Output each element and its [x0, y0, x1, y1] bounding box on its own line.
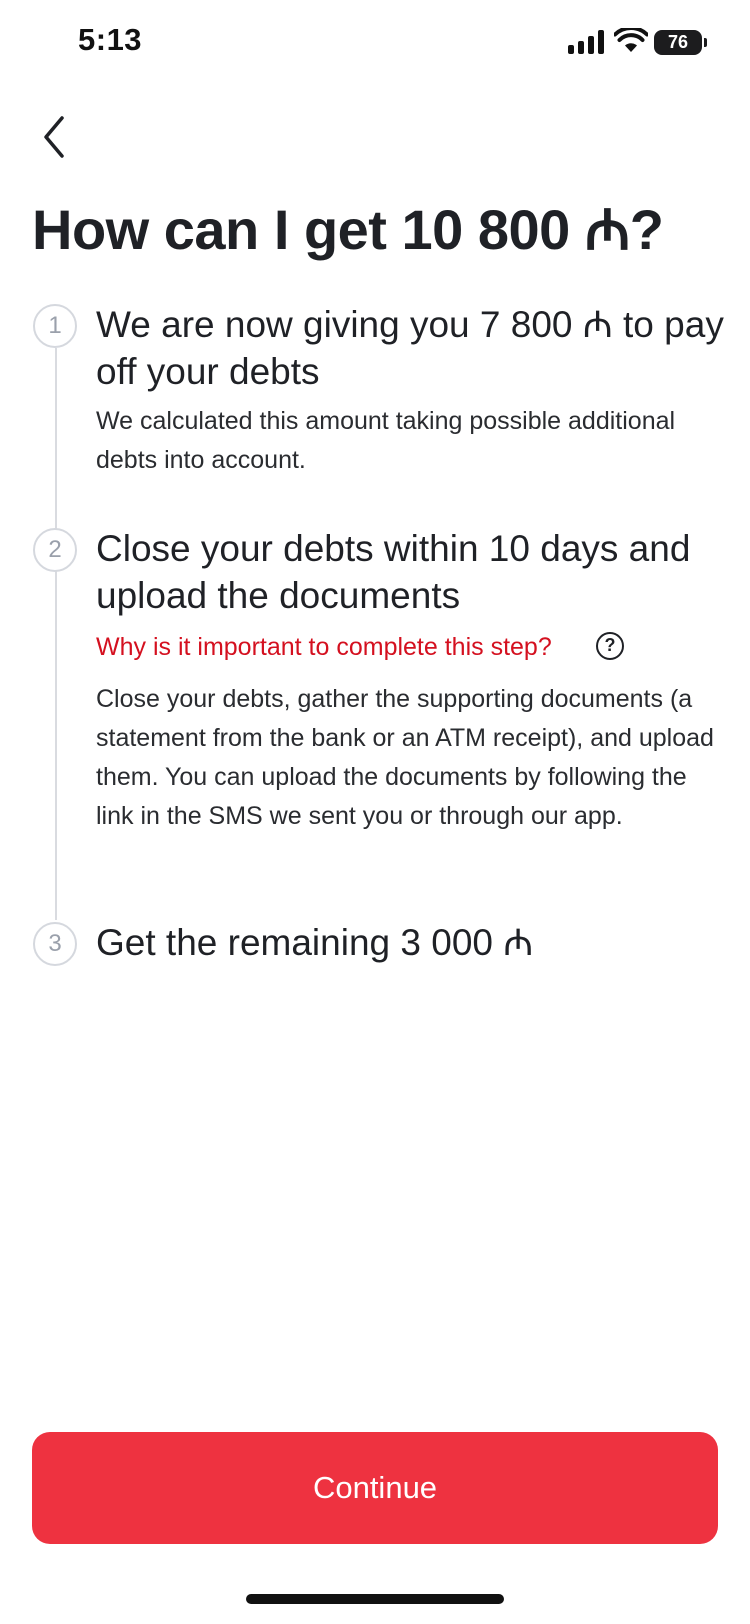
chevron-left-icon: [36, 112, 76, 162]
step-description: We calculated this amount taking possible additional debts into account.: [96, 407, 676, 474]
battery-tip: [704, 38, 707, 47]
step-number: 1: [33, 304, 77, 348]
step-number: 3: [33, 922, 77, 966]
why-important-link[interactable]: Why is it important to complete this step?: [96, 633, 552, 661]
question-circle-icon[interactable]: ?: [596, 632, 624, 660]
continue-button[interactable]: Continue: [32, 1432, 718, 1544]
page-title: How can I get 10 800 ₼?: [32, 198, 664, 261]
step-title: We are now giving you 7 800 ₼ to pay off your debts: [96, 304, 724, 392]
home-indicator: [246, 1594, 504, 1604]
step-number: 2: [33, 528, 77, 572]
status-bar: [0, 0, 750, 88]
step-description: Close your debts, gather the supporting documents (a statement from the bank or an ATM receipt), and upload them. You can upload the documents by following the link in the SMS we sent you or through our app.: [96, 685, 714, 830]
wifi-icon: [614, 28, 648, 54]
timeline-line: [55, 348, 57, 920]
battery-icon: [654, 30, 702, 55]
back-button[interactable]: [36, 112, 76, 162]
step-title: Get the remaining 3 000 ₼: [96, 922, 534, 963]
status-time: 5:13: [78, 22, 143, 57]
battery-level: 76: [667, 32, 689, 52]
step-title: Close your debts within 10 days and upload the documents: [96, 528, 691, 616]
cellular-signal-icon: [568, 30, 604, 54]
